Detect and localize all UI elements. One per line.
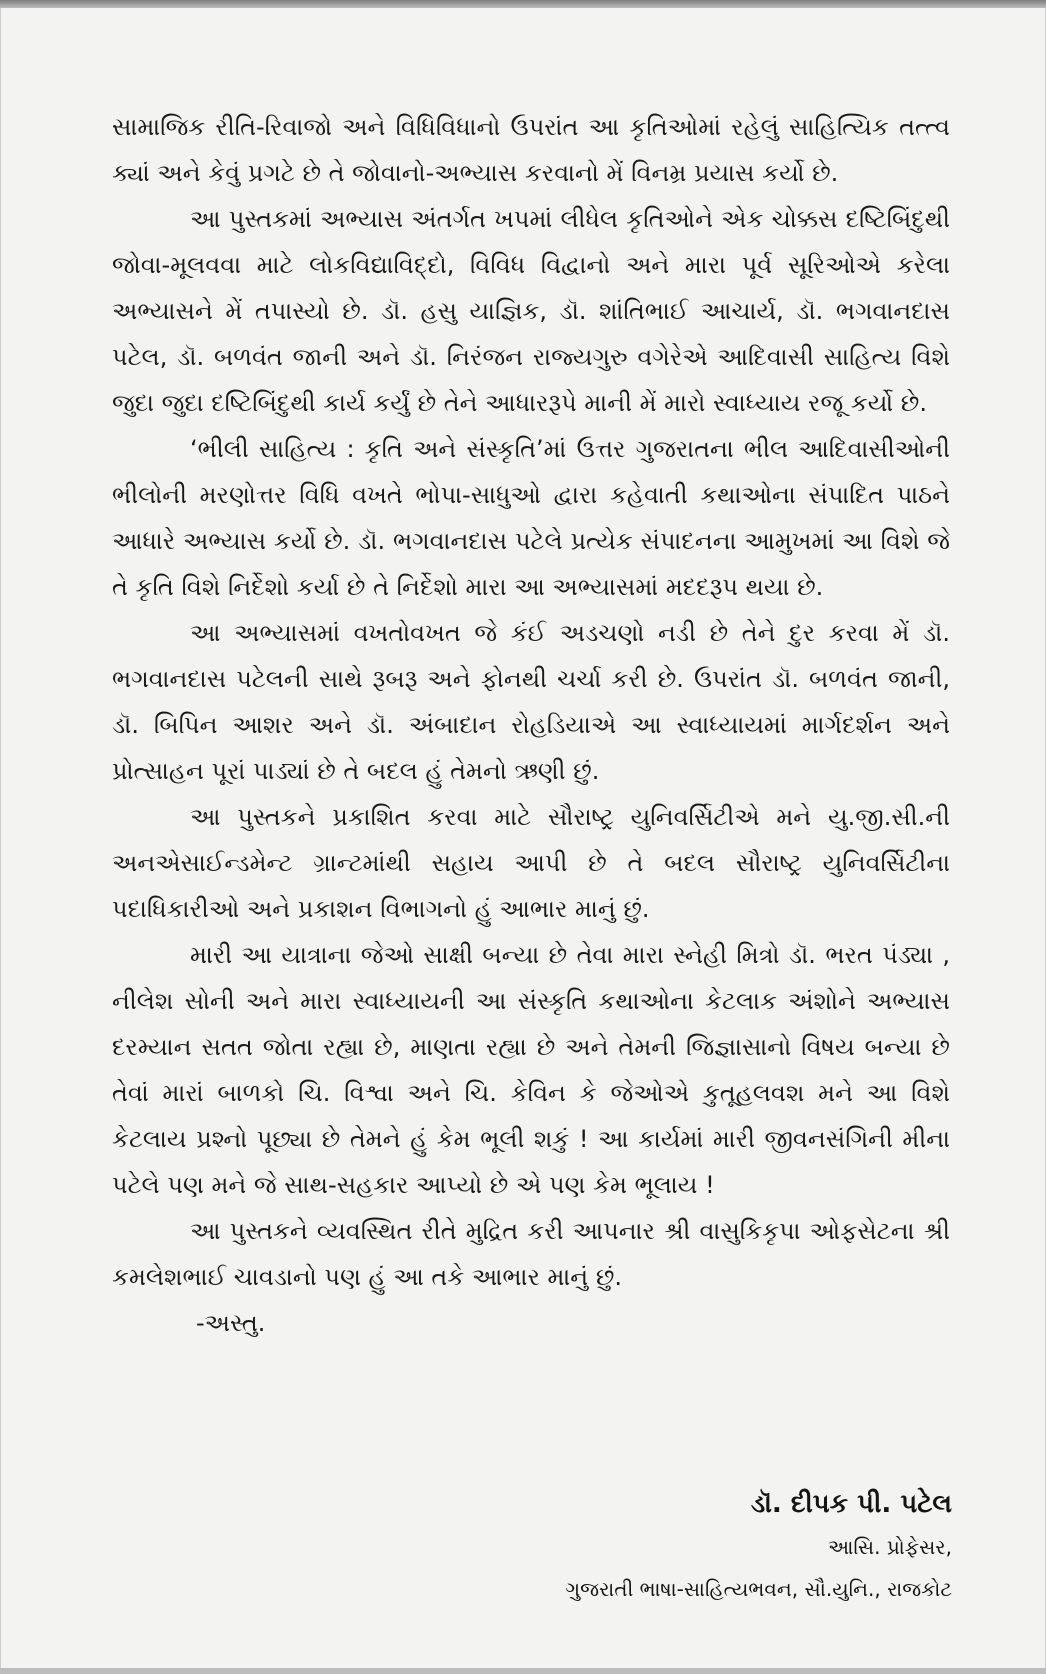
paragraph-1: સામાજિક રીતિ-રિવાજો અને વિધિવિધાનો ઉપરાંત આ કૃતિઓમાં રહેલું સાહિત્યિક તત્ત્વ ક્યાં અને કેવું પ્રગટે છે તે જોવાનો-અભ્યાસ કરવાનો મેં વિનમ્ર પ્રયાસ કર્યો છે.	[112, 113, 950, 187]
author-affiliation: ગુજરાતી ભાષા-સાહિત્યભવન, સૌ.યુનિ., રાજકોટ	[565, 1577, 952, 1601]
page-bottom-edge	[0, 1668, 1046, 1674]
author-name: ડૉ. દીપક પી. પટેલ	[750, 1489, 952, 1519]
body-text	[112, 104, 950, 1346]
signature-block	[252, 1482, 952, 1610]
paragraph-2: આ પુસ્તકમાં અભ્યાસ અંતર્ગત ખપમાં લીધેલ કૃતિઓને એક ચોક્કસ દષ્ટિબિંદુથી જોવા-મૂલવવા માટે લોકવિદ્યાવિદ્દો, વિવિધ વિદ્વાનો અને મારા પૂર્વ સૂરિઓએ કરેલા અભ્યાસને મેં તપાસ્યો છે. ડૉ. હસુ યાજ્ઞિક, ડૉ. શાંતિભાઈ આચાર્ય, ડૉ. ભગવાનદાસ પટેલ, ડૉ. બળવંત જાની અને ડૉ. નિરંજન રાજ્યગુરુ વગેરેએ આદિવાસી સાહિત્ય વિશે જુદા જુદા દષ્ટિબિંદુથી કાર્ય કર્યું છે તેને આધારરૂપે માની મેં મારો સ્વાધ્યાય રજૂ કર્યો છે.	[112, 205, 950, 417]
paragraph-5: આ પુસ્તકને પ્રકાશિત કરવા માટે સૌરાષ્ટ્ર યુનિવર્સિટીએ મને યુ.જી.સી.ની અનએસાઈન્ડમેન્ટ ગ્રાન્ટમાંથી સહાય આપી છે તે બદલ સૌરાષ્ટ્ર યુનિવર્સિટીના પદાધિકારીઓ અને પ્રકાશન વિભાગનો હું આભાર માનું છું.	[112, 803, 950, 923]
paragraph-4: આ અભ્યાસમાં વખતોવખત જે કંઈ અડચણો નડી છે તેને દુર કરવા મેં ડૉ. ભગવાનદાસ પટેલની સાથે રૂબરૂ અને ફોનથી ચર્ચા કરી છે. ઉપરાંત ડૉ. બળવંત જાની, ડૉ. બિપિન આશર અને ડૉ. અંબાદાન રોહડિયાએ આ સ્વાધ્યાયમાં માર્ગદર્શન અને પ્રોત્સાહન પૂરાં પાડ્યાં છે તે બદલ હું તેમનો ઋણી છું.	[112, 619, 950, 785]
paragraph-7: આ પુસ્તકને વ્યવસ્થિત રીતે મુદ્રિત કરી આપનાર શ્રી વાસુકિકૃપા ઓફસેટના શ્રી કમલેશભાઈ ચાવડાનો પણ હું આ તકે આભાર માનું છું.	[112, 1217, 950, 1291]
sign-off: -અસ્તુ.	[196, 1309, 266, 1337]
paragraph-3: ‘ભીલી સાહિત્ય : કૃતિ અને સંસ્કૃતિ’માં ઉત્તર ગુજરાતના ભીલ આદિવાસીઓની ભીલોની મરણોત્તર વિધિ વખતે ભોપા-સાધુઓ દ્વારા કહેવાતી કથાઓના સંપાદિત પાઠને આધારે અભ્યાસ કર્યો છે. ડૉ. ભગવાનદાસ પટેલે પ્રત્યેક સંપાદનના આમુખમાં આ વિશે જે તે કૃતિ વિશે નિર્દેશો કર્યા છે તે નિર્દેશો મારા આ અભ્યાસમાં મદદરૂપ થયા છે.	[112, 435, 950, 601]
author-designation: આસિ. પ્રોફેસર,	[827, 1535, 952, 1559]
page-top-edge	[0, 0, 1046, 8]
paragraph-6: મારી આ યાત્રાના જેઓ સાક્ષી બન્યા છે તેવા મારા સ્નેહી મિત્રો ડૉ. ભરત પંડ્યા , નીલેશ સોની અને મારા સ્વાધ્યાયની આ સંસ્કૃતિ કથાઓના કેટલાક અંશોને અભ્યાસ દરમ્યાન સતત જોતા રહ્યા છે, માણતા રહ્યા છે અને તેમની જિજ્ઞાસાનો વિષય બન્યા છે તેવાં મારાં બાળકો ચિ. વિશ્વા અને ચિ. કેવિન કે જેઓએ કુતૂહલવશ મને આ વિશે કેટલાય પ્રશ્નો પૂછ્યા છે તેમને હું કેમ ભૂલી શકું ! આ કાર્યમાં મારી જીવનસંગિની મીના પટેલે પણ મને જે સાથ-સહકાર આપ્યો છે એ પણ કેમ ભૂલાય !	[112, 941, 950, 1199]
